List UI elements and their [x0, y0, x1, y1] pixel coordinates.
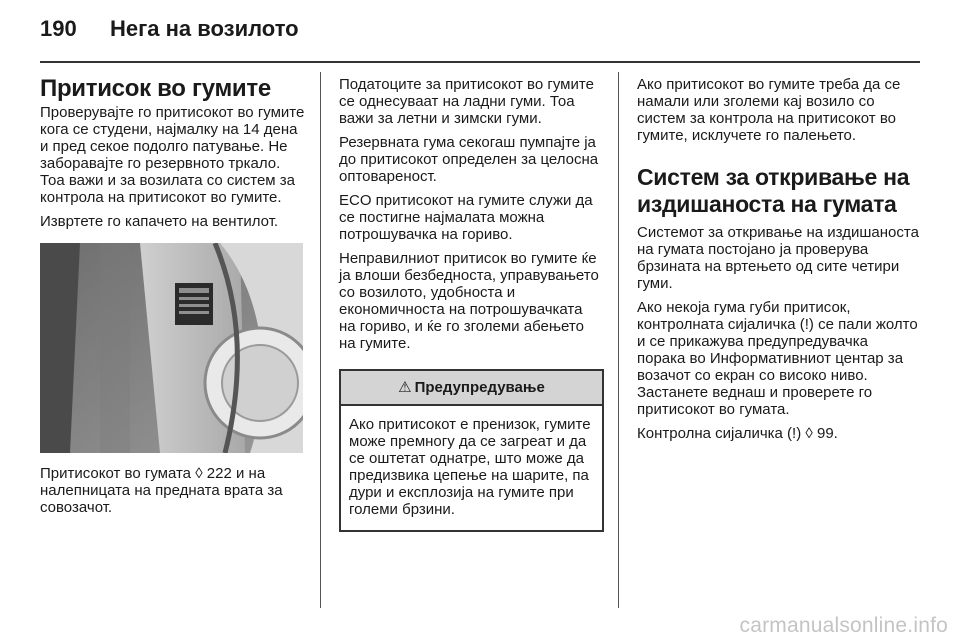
warning-text: Ако притисокот е пренизок, гумите може премногу да се загреат и да се оштетат однатре, што може да предизвика цепење на шарите, па дури и експлозија на гумите при големи брзини.: [349, 416, 591, 518]
column-divider-2: [618, 72, 619, 608]
header-divider: [40, 61, 920, 63]
page-number: 190: [40, 16, 77, 41]
page-ref[interactable]: 222: [206, 465, 232, 482]
paragraph: Податоците за притисокот во гумите се однесуваат на ладни гуми. Тоа важи за летни и зимски гуми.: [339, 76, 594, 127]
paragraph: Ако притисокот во гумите треба да се намали или зголеми кај возило со систем за контрола на притисокот во гумите, исклучете го палењето.: [637, 76, 901, 144]
paragraph: Ако некоја гума губи притисок, контролната сијаличка (!) се пали жолто и се прикажува предупредувачка порака во Информативниот центар за возачот со екран со високо ниво. Застанете веднаш и проверете го притисокот во гумата.: [637, 299, 918, 418]
column-divider-1: [320, 72, 321, 608]
paragraph: ECO притисокот на гумите служи да се постигне најмалата можна потрошувачка на гориво.: [339, 192, 593, 243]
warning-triangle-icon: ⚠: [398, 379, 412, 396]
paragraph: Контролна сијаличка (!) ◊ 99.: [637, 425, 838, 442]
tire-pressure-warning-icon: (!): [787, 425, 802, 442]
paragraph: Системот за откривање на издишаноста на гумата постојано ја проверува брзината на вртењето од сите четири гуми.: [637, 224, 919, 292]
photo-caption: Притисокот во гумата ◊ 222 и на налепницата на предната врата за совозачот.: [40, 465, 283, 516]
paragraph: Проверувајте го притисокот во гумите кога се студени, најмалку на 14 дена и пред секое подолго патување. Не заборавајте го резервното тркало. Тоа важи и за возилата со систем за контрола на притисокот во гумите.: [40, 104, 305, 206]
paragraph: Резервната гума секогаш пумпајте ја до притисокот определен за целосна оптовареност.: [339, 134, 599, 185]
paragraph: Извртете го капачето на вентилот.: [40, 213, 279, 230]
watermark: carmanualsonline.info: [739, 614, 948, 637]
column-1: [40, 76, 306, 523]
warning-header: [341, 371, 602, 406]
warning-title: Предупредување: [414, 379, 545, 396]
tire-pressure-warning-icon: (!): [799, 316, 814, 333]
door-pillar-photo: [40, 243, 303, 453]
page-ref-arrow-icon: ◊: [805, 425, 813, 442]
section-heading-deflation-detection: Систем за откривање на издишаноста на гумата: [637, 164, 910, 217]
warning-box: [339, 369, 604, 532]
section-heading-tire-pressure: Притисок во гумите: [40, 75, 271, 102]
page-ref-arrow-icon: ◊: [195, 465, 203, 482]
page-header: [40, 16, 920, 46]
paragraph: Неправилниот притисок во гумите ќе ја влоши безбедноста, управувањето со возилото, удобноста и економичноста на потрошувачката на гориво, и ќе го зголеми абењето на гумите.: [339, 250, 599, 352]
column-3: [637, 76, 920, 449]
column-2: [339, 76, 603, 532]
chapter-title: Нега на возилото: [110, 16, 299, 41]
page-ref[interactable]: 99.: [816, 425, 838, 442]
